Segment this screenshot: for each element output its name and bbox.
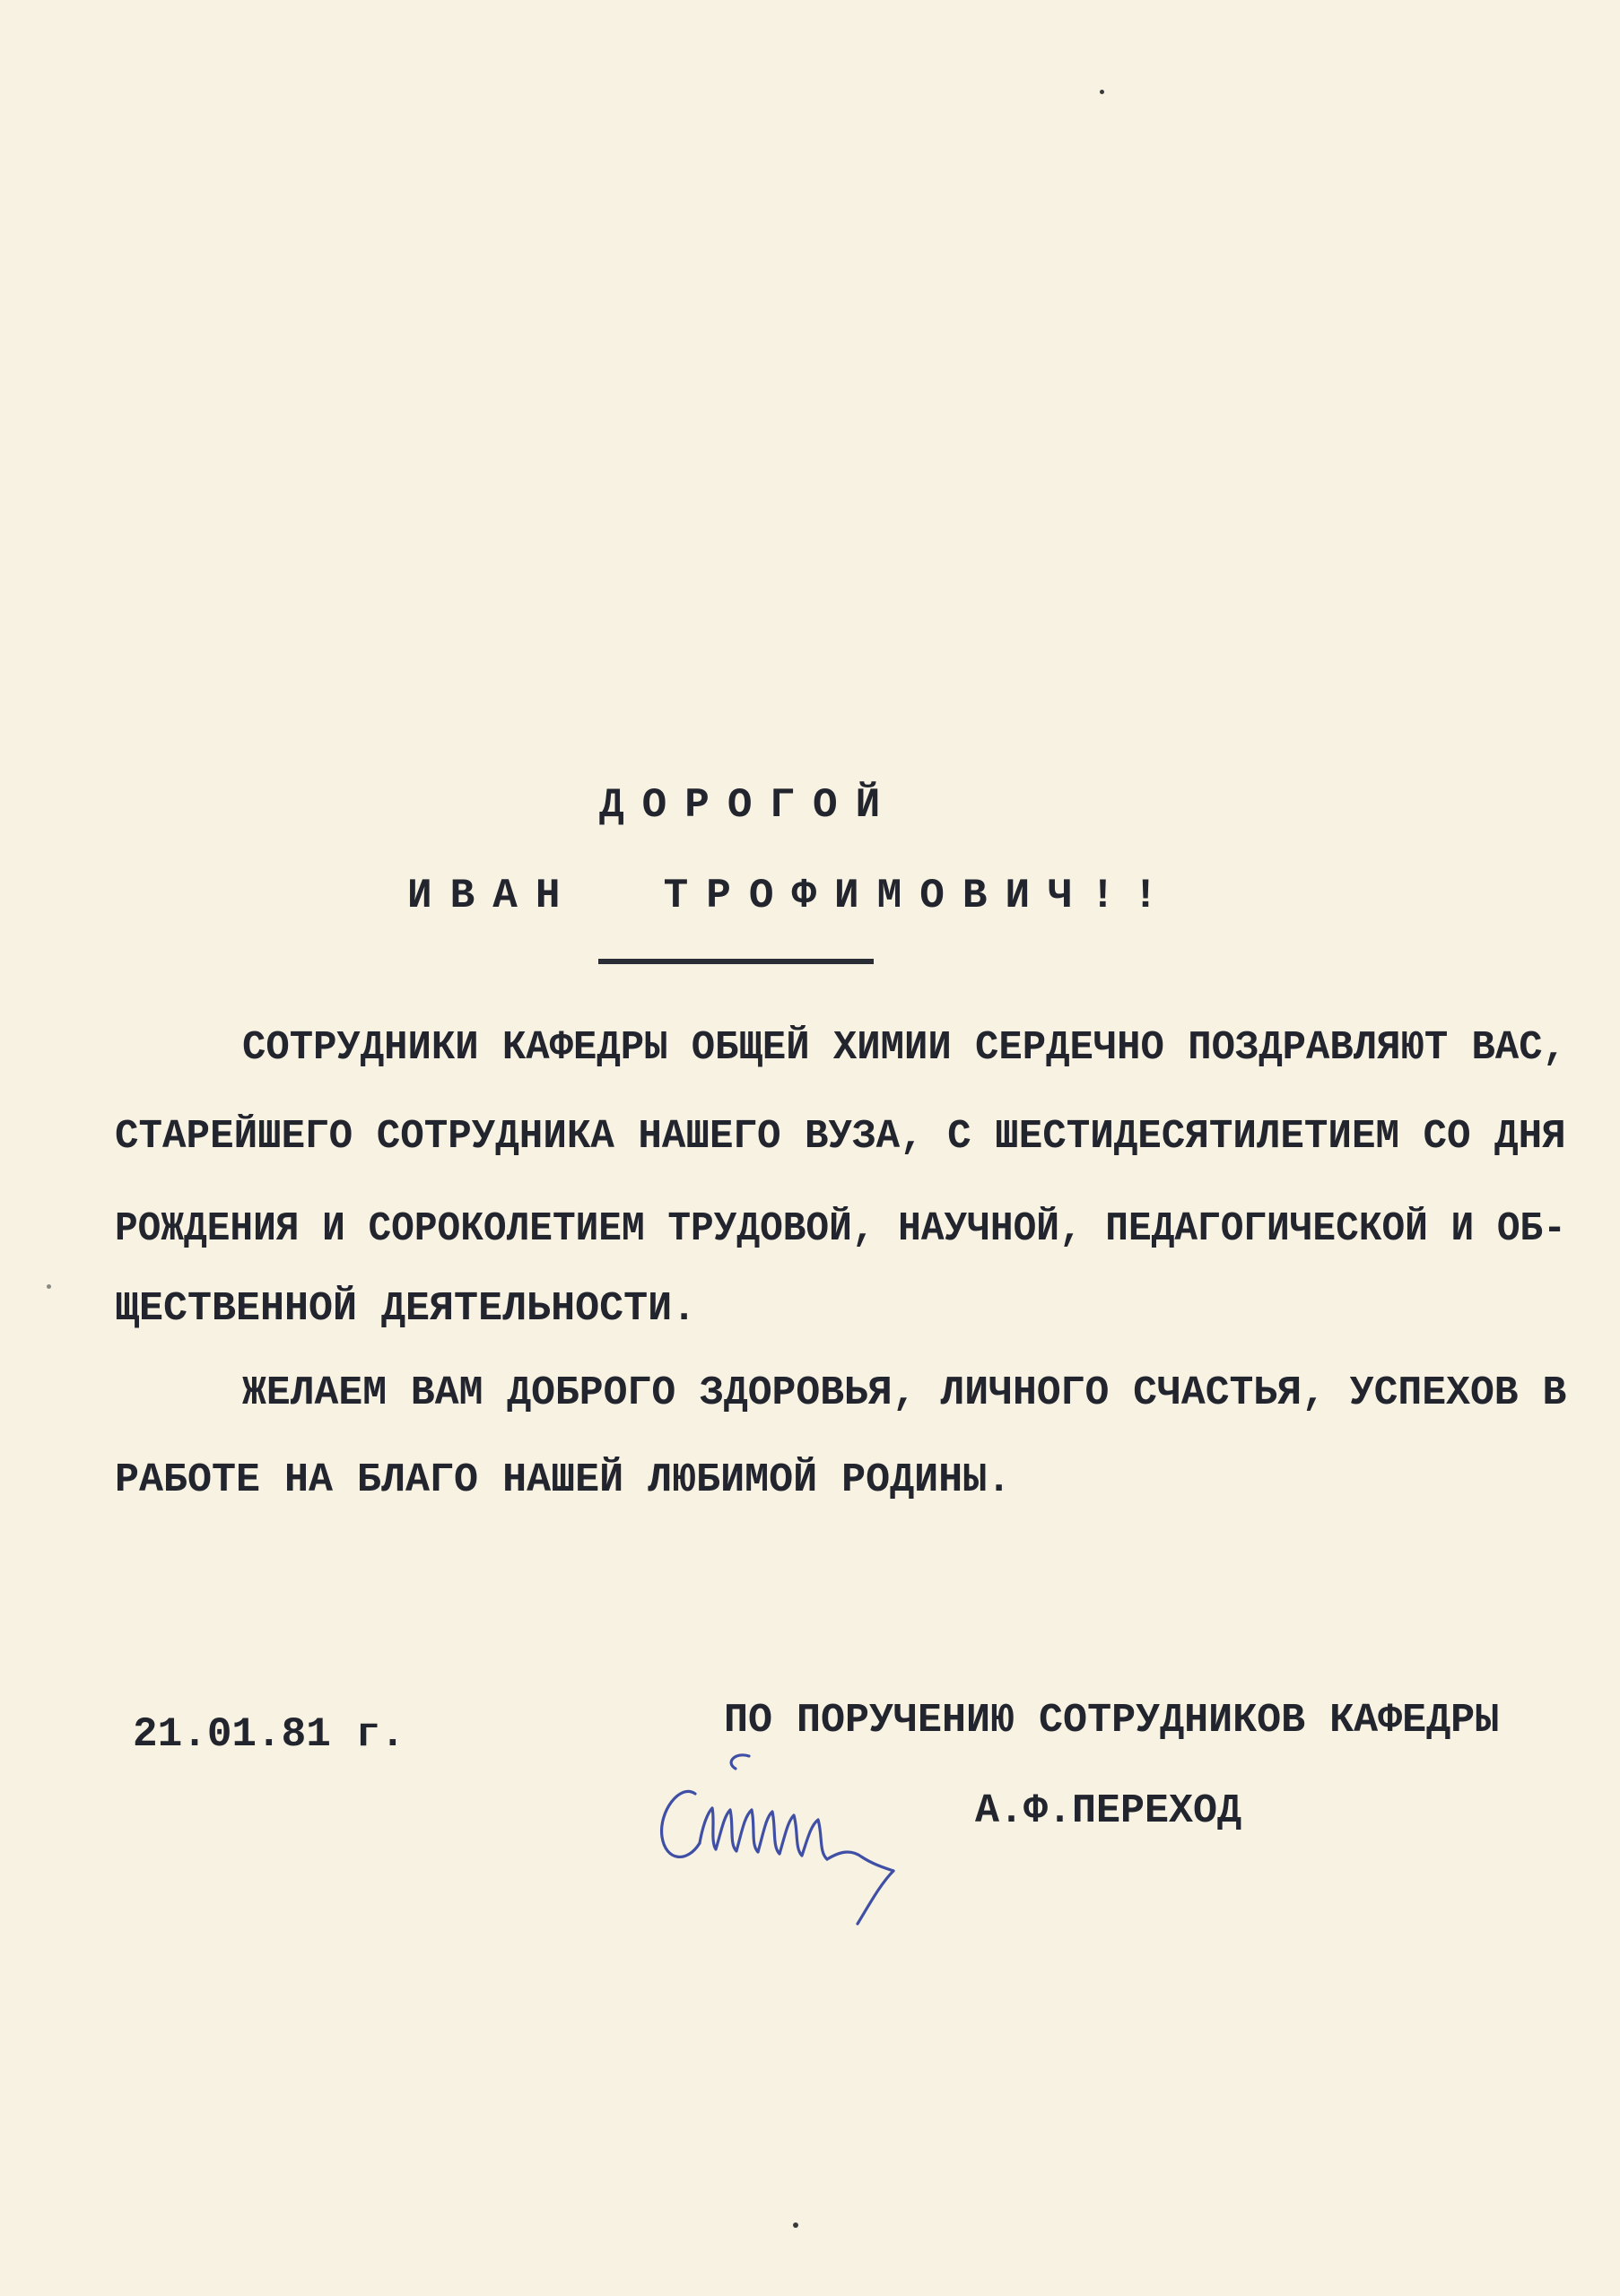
handwritten-signature — [646, 1722, 1005, 1928]
body-line-6: РАБОТЕ НА БЛАГО НАШЕЙ ЛЮБИМОЙ РОДИНЫ. — [115, 1457, 1012, 1503]
salutation-underline — [598, 959, 874, 964]
paper-speck — [793, 2222, 798, 2228]
salutation-line-2: ИВАН ТРОФИМОВИЧ!! — [407, 873, 1176, 919]
body-line-4: ЩЕСТВЕННОЙ ДЕЯТЕЛЬНОСТИ. — [115, 1286, 697, 1332]
on-behalf-line: ПО ПОРУЧЕНИЮ СОТРУДНИКОВ КАФЕДРЫ — [724, 1698, 1500, 1744]
paper-speck — [1100, 90, 1104, 94]
body-line-1: СОТРУДНИКИ КАФЕДРЫ ОБЩЕЙ ХИМИИ СЕРДЕЧНО ПОЗДРАВЛЯЮТ ВАС, — [242, 1025, 1566, 1071]
body-line-2: СТАРЕЙШЕГО СОТРУДНИКА НАШЕГО ВУЗА, С ШЕСТИДЕСЯТИЛЕТИЕМ СО ДНЯ — [115, 1114, 1566, 1160]
body-line-3: РОЖДЕНИЯ И СОРОКОЛЕТИЕМ ТРУДОВОЙ, НАУЧНОЙ, ПЕДАГОГИЧЕСКОЙ И ОБ- — [115, 1206, 1566, 1252]
body-line-5: ЖЕЛАЕМ ВАМ ДОБРОГО ЗДОРОВЬЯ, ЛИЧНОГО СЧАСТЬЯ, УСПЕХОВ В — [242, 1370, 1567, 1416]
paper-speck — [47, 1284, 51, 1289]
signer-name: А.Ф.ПЕРЕХОД — [975, 1788, 1242, 1834]
salutation-line-1: ДОРОГОЙ — [599, 782, 899, 829]
letter-date: 21.01.81 г. — [133, 1711, 405, 1758]
